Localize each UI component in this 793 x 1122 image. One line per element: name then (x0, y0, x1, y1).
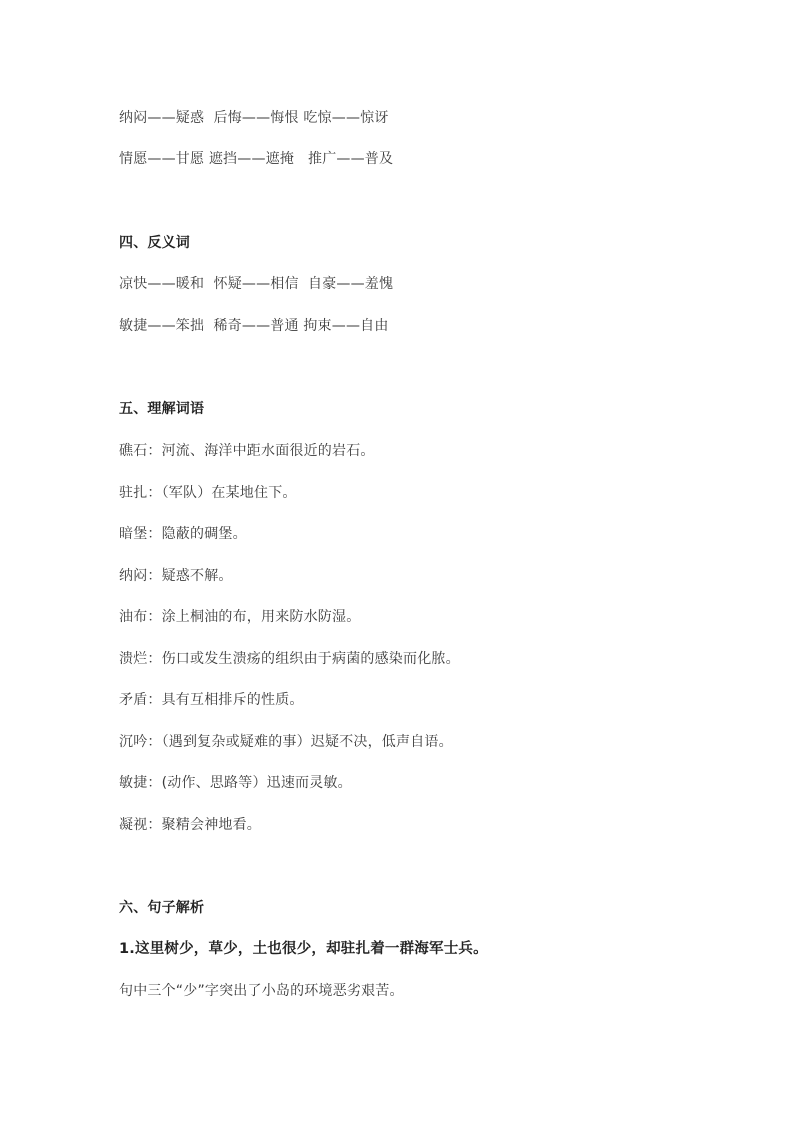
vocabulary-item: 暗堡：隐蔽的碉堡。 (119, 526, 247, 542)
sentence-1-explanation: 句中三个“少”字突出了小岛的环境恶劣艰苦。 (119, 983, 404, 999)
synonym-line-2: 情愿——甘愿 遮挡——遮掩 推广——普及 (119, 151, 394, 167)
synonym-line-1: 纳闷——疑惑 后悔——悔恨 吃惊——惊讶 (119, 110, 389, 126)
vocabulary-item: 驻扎：（军队）在某地住下。 (119, 485, 297, 501)
vocabulary-item: 沉吟：（遇到复杂或疑难的事）迟疑不决，低声自语。 (119, 734, 453, 750)
vocabulary-heading: 五、理解词语 (119, 401, 205, 417)
antonym-line-2: 敏捷——笨拙 稀奇——普通 拘束——自由 (119, 318, 389, 334)
vocabulary-item: 礁石：河流、海洋中距水面很近的岩石。 (119, 443, 375, 459)
vocabulary-item: 油布：涂上桐油的布，用来防水防湿。 (119, 609, 361, 625)
vocabulary-item: 纳闷：疑惑不解。 (119, 568, 233, 584)
sentence-analysis-heading: 六、句子解析 (119, 900, 205, 916)
vocabulary-item: 矛盾：具有互相排斥的性质。 (119, 692, 304, 708)
vocabulary-item: 溃烂：伤口或发生溃疡的组织由于病菌的感染而化脓。 (119, 651, 460, 667)
antonyms-heading: 四、反义词 (119, 235, 190, 251)
vocabulary-item: 凝视：聚精会神地看。 (119, 817, 261, 833)
antonym-line-1: 凉快——暖和 怀疑——相信 自豪——羞愧 (119, 276, 394, 292)
vocabulary-item: 敏捷：(动作、思路等）迅速而灵敏。 (119, 775, 352, 791)
sentence-1: 1.这里树少，草少，土也很少，却驻扎着一群海军士兵。 (119, 941, 488, 957)
